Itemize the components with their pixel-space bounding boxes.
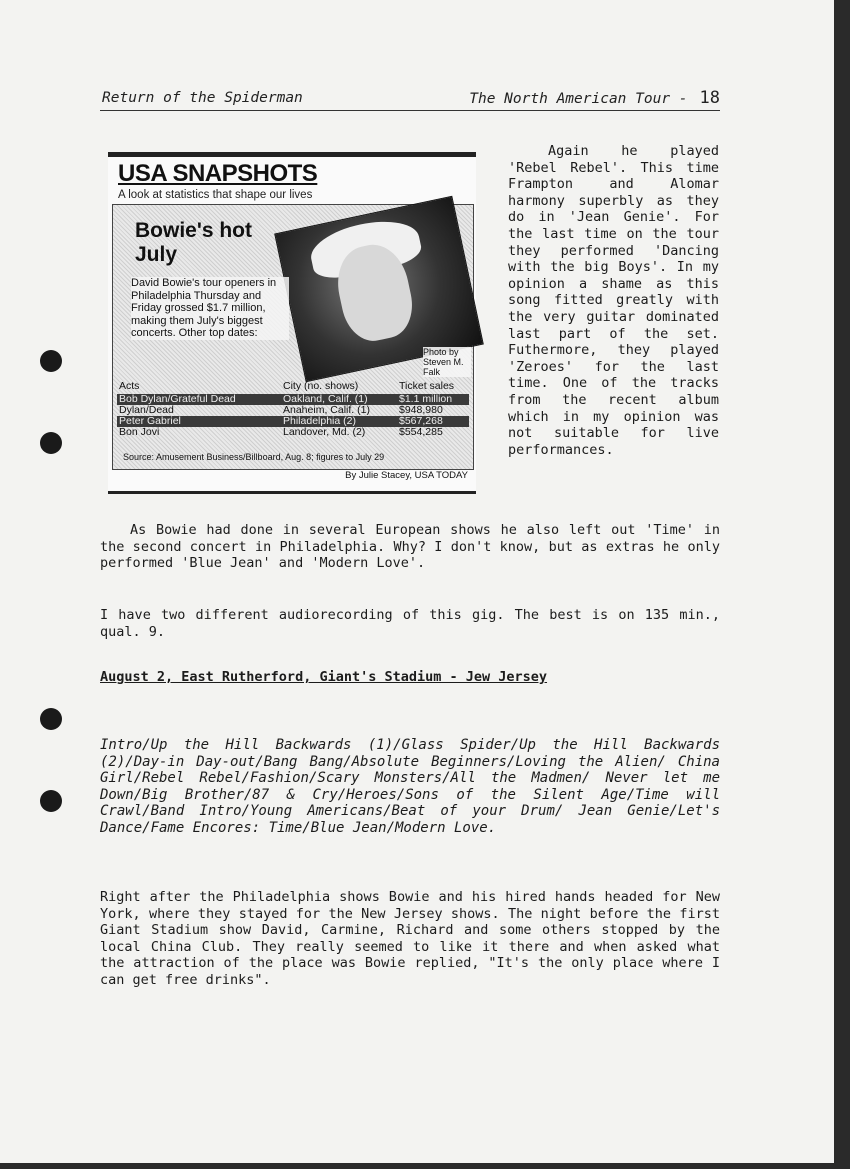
table-cell: Bon Jovi: [119, 426, 160, 438]
clipping-source: Source: Amusement Business/Billboard, Aug. 8; figures to July 29: [123, 452, 385, 462]
indent: [508, 143, 548, 159]
page-header: [100, 88, 720, 111]
clipping-title: USA SNAPSHOTS: [118, 160, 318, 187]
clipping-description: David Bowie's tour openers in Philadelphia Thursday and Friday grossed $1.7 million, making them July's biggest concerts. Other top dates:: [131, 277, 289, 340]
table-cell: Peter Gabriel: [119, 415, 181, 427]
setlist: Intro/Up the Hill Backwards (1)/Glass Spider/Up the Hill Backwards (2)/Day-in Day-out/Bang Bang/Absolute Beginners/Loving the Alien/ China Girl/Rebel Rebel/Fashion/Scary Monsters/All the Madmen/ Never let me Down/Big Brother/87 & Cry/Heroes/Sons of the Silent Age/Time will Crawl/Band Intro/Young Americans/Beat of your Drum/ Jean Genie/Let's Dance/Fame Encores: Time/Blue Jean/Modern Love.: [100, 737, 720, 836]
clipping-headline: Bowie's hot July: [135, 219, 252, 266]
clipping-subtitle: A look at statistics that shape our lives: [118, 189, 313, 201]
binder-hole: [40, 350, 62, 372]
clipping-top-rule: [108, 152, 476, 157]
paragraph-content: As Bowie had done in several European shows he also left out 'Time' in the second concert in Philadelphia. Why? I don't know, but as extras he only performed 'Blue Jean' and 'Modern Love'.: [100, 522, 720, 571]
newspaper-clipping: [108, 152, 476, 494]
table-cell: Anaheim, Calif. (1): [283, 404, 370, 416]
table-cell: Bob Dylan/Grateful Dead: [119, 393, 236, 405]
right-column-content: Again he played 'Rebel Rebel'. This time Frampton and Alomar harmony superbly as they do in 'Jean Genie'. For the last time on the tour they performed 'Dancing with the big Boys'. In my opinion a shame as this song fitted greatly with the very guitar dominated last part of the set. Futhermore, they played 'Zeroes' for the last time. One of the tracks from the recent album which in my opinion was not suitable for live performances.: [508, 143, 719, 458]
table-cell: $567,268: [399, 415, 443, 427]
binder-hole: [40, 432, 62, 454]
header-section: The North American Tour -: [469, 91, 688, 107]
right-column-text: [508, 143, 719, 458]
paragraph-china-club: Right after the Philadelphia shows Bowie and his hired hands headed for New York, where they stayed for the New Jersey shows. The night before the first Giant Stadium show David, Carmine, Richard and some others stopped by the local China Club. They really seemed to like it there and when asked what the attraction of the place was Bowie replied, "It's the only place where I can get free drinks".: [100, 889, 720, 988]
table-header-cell: City (no. shows): [283, 380, 359, 392]
binder-hole: [40, 790, 62, 812]
table-cell: Philadelphia (2): [283, 415, 356, 427]
photo-credit: Photo by Steven M. Falk: [423, 347, 471, 377]
table-cell: $554,285: [399, 426, 443, 438]
table-cell: $948,980: [399, 404, 443, 416]
paragraph-recordings: I have two different audiorecording of this gig. The best is on 135 min., qual. 9.: [100, 607, 720, 640]
table-cell: Dylan/Dead: [119, 404, 174, 416]
table-header-cell: Ticket sales: [399, 380, 455, 392]
indent: [100, 522, 130, 538]
section-heading: August 2, East Rutherford, Giant's Stadium - Jew Jersey: [100, 669, 548, 685]
page-number: 18: [699, 88, 720, 108]
header-title-left: Return of the Spiderman: [102, 90, 303, 106]
table-cell: Landover, Md. (2): [283, 426, 366, 438]
paragraph-time-omitted: [100, 522, 720, 572]
binder-hole: [40, 708, 62, 730]
table-row: [117, 427, 469, 438]
clipping-graphic: [112, 204, 474, 470]
clipping-byline: By Julie Stacey, USA TODAY: [345, 470, 468, 481]
ticket-sales-table: [117, 381, 469, 438]
table-cell: Oakland, Calif. (1): [283, 393, 368, 405]
table-cell: $1.1 million: [399, 393, 453, 405]
clipping-bottom-rule: [108, 491, 476, 494]
header-title-right: [469, 88, 720, 108]
table-header-cell: Acts: [119, 380, 140, 392]
